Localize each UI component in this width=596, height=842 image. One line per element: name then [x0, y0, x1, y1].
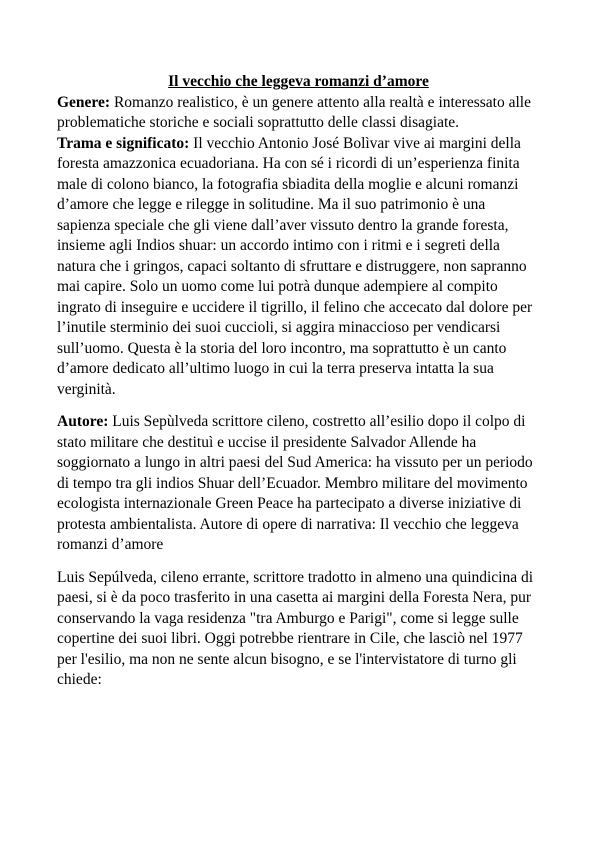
- trama-paragraph: [57, 134, 540, 401]
- autore-paragraph: [57, 412, 540, 556]
- genere-label: Genere:: [57, 93, 111, 111]
- document-title: Il vecchio che leggeva romanzi d’amore: [168, 73, 429, 90]
- autore-label: Autore:: [57, 413, 109, 430]
- genere-text: Romanzo realistico, è un genere attento alla realtà e interessato alle problematiche storiche e sociali soprattutto delle classi disagiate.: [57, 93, 531, 131]
- autore-text: Luis Sepùlveda scrittore cileno, costretto all’esilio dopo il colpo di stato militare che destituì e uccise il presidente Salvador Allende ha soggiornato a lungo in altri paesi del Sud America: ha vissuto per un periodo di tempo tra gli indios Shuar dell’Ecuador. Membro militare del movimento ecologista internazionale Green Peace ha partecipato a diverse iniziative di protesta ambientalista. Autore di opere di narrativa: Il vecchio che leggeva romanzi d’amore: [57, 413, 533, 553]
- extra-paragraph: Luis Sepúlveda, cileno errante, scrittore tradotto in almeno una quindicina di paesi, si è da poco trasferito in una casetta ai margini della Foresta Nera, pur conservando la vaga residenza "tra Amburgo e Parigi", come si legge sulle copertine dei suoi libri. Oggi potrebbe rientrare in Cile, che lasciò nel 1977 per l'esilio, ma non ne sente alcun bisogno, e se l'intervistatore di turno gli chiede:: [57, 568, 534, 688]
- trama-text: Il vecchio Antonio José Bolìvar vive ai margini della foresta amazzonica ecuadoriana. Ha con sé i ricordi di un’esperienza finita male di colono bianco, la fotografia sbiadita della moglie e alcuni romanzi d’amore che legge e rilegge in solitudine. Ma il suo patrimonio è una sapienza speciale che gli viene dall’aver vissuto dentro la grande foresta, insieme agli Indios shuar: un accordo intimo con i ritmi e i segreti della natura che i gringos, capaci soltanto di sfruttare e distruggere, non sapranno mai capire. Solo un uomo come lui potrà dunque adempiere al compito ingrato di inseguire e uccidere il tigrillo, il felino che accecato dal dolore per l’inutile sterminio dei suoi cuccioli, si aggira minaccioso per vendicarsi sull’uomo. Questa è la storia del loro incontro, ma soprattutto è un canto d’amore dedicato all’ultimo luogo in cui la terra preserva intatta la sua verginità.: [57, 134, 533, 398]
- genere-paragraph: [57, 93, 540, 134]
- trama-label: Trama e significato:: [57, 134, 190, 152]
